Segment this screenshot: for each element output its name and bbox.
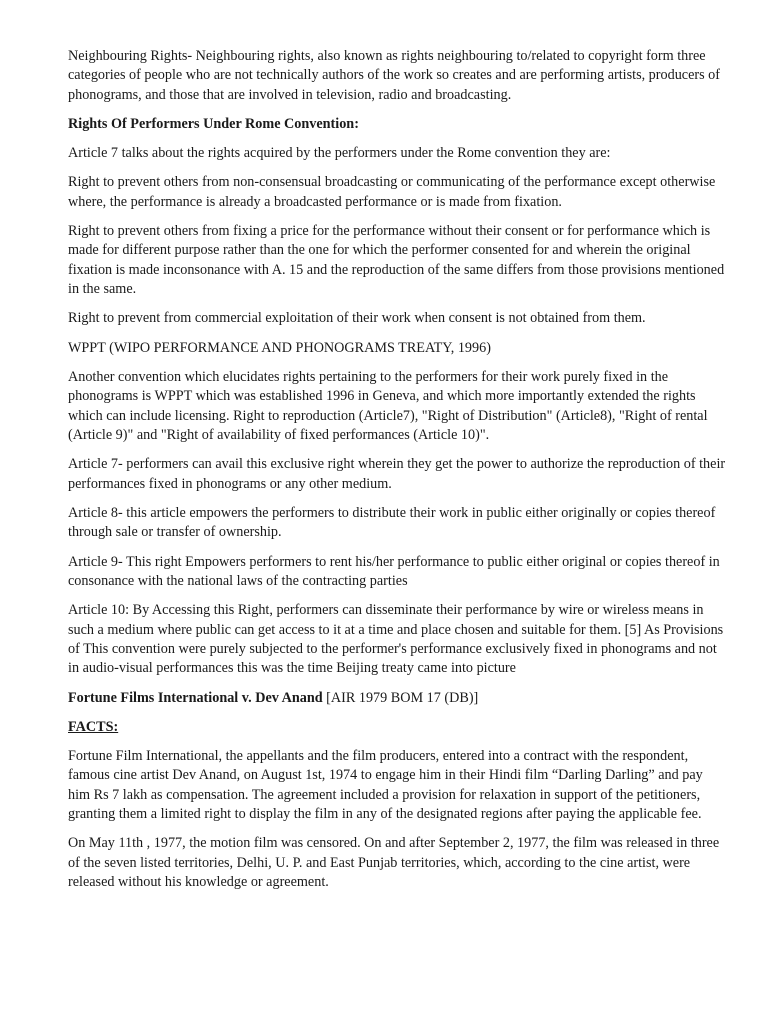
paragraph-wppt-intro: Another convention which elucidates rights pertaining to the performers for their work purely fixed in the phonograms is WPPT which was established 1996 in Geneva, and which more importantly extended the rights which can include licensing. Right to reproduction (Article7), "Right of Distribution" (Article8), "Right of rental (Article 9)" and "Right of availability of fixed performances (Article 10)". xyxy=(68,368,708,444)
case-title: Fortune Films International v. Dev Anand xyxy=(68,689,323,706)
paragraph-facts-2: On May 11th , 1977, the motion film was censored. On and after September 2, 1977, the film was released in three of the seven listed territories, Delhi, U. P. and East Punjab territories, which, according to the cine artist, were released without his knowledge or agreement. xyxy=(68,835,720,891)
case-citation: [AIR 1979 BOM 17 (DB)] xyxy=(322,689,479,706)
paragraph-article7-intro: Article 7 talks about the rights acquired by the performers under the Rome convention they are: xyxy=(68,145,611,162)
paragraph-article-10: Article 10: By Accessing this Right, performers can disseminate their performance by wire or wireless means in such a medium where public can get access to it at a time and place chosen and suitable for them. [5] As Provisions of This convention were purely subjected to the performer's performance exclusively fixed in phonograms and not in audio-visual performances this was the time Beijing treaty came into picture xyxy=(68,602,724,677)
paragraph-article-9: Article 9- This right Empowers performers to rent his/her performance to public either original or copies thereof in consonance with the national laws of the contracting parties xyxy=(68,553,720,589)
heading-facts: FACTS: xyxy=(68,718,119,735)
paragraph-right-fixing: Right to prevent others from fixing a price for the performance without their consent or for performance which is made for different purpose rather than the one for which the performer consented for and wherein the original fixation is made inconsonance with A. 15 and the reproduction of the same differs from those provisions mentioned in the same. xyxy=(68,223,725,298)
case-heading xyxy=(68,689,728,708)
paragraph-article-8: Article 8- this article empowers the performers to distribute their work in public either originally or copies thereof through sale or transfer of ownership. xyxy=(68,504,716,541)
document-page xyxy=(68,47,728,902)
heading-wppt: WPPT (WIPO PERFORMANCE AND PHONOGRAMS TREATY, 1996) xyxy=(68,339,491,356)
paragraph-neighbouring-rights: Neighbouring Rights- Neighbouring rights, also known as rights neighbouring to/related to copyright form three categories of people who are not technically authors of the work so creates and are performing artists, producers of phonograms, and those that are involved in television, radio and broadcasting. xyxy=(68,48,720,103)
paragraph-right-broadcast: Right to prevent others from non-consensual broadcasting or communicating of the performance except otherwise where, the performance is already a broadcasted performance or is made from fixation. xyxy=(68,174,716,210)
paragraph-right-commercial: Right to prevent from commercial exploitation of their work when consent is not obtained from them. xyxy=(68,310,646,327)
paragraph-article-7: Article 7- performers can avail this exclusive right wherein they get the power to authorize the reproduction of their performances fixed in phonograms or any other medium. xyxy=(68,456,726,492)
paragraph-facts-1: Fortune Film International, the appellants and the film producers, entered into a contract with the respondent, famous cine artist Dev Anand, on August 1st, 1974 to engage him in their Hindi film “Darling Darling” and pay him Rs 7 lakh as compensation. The agreement included a provision for relaxation in support of the petitioners, granting them a limited right to display the film in any of the designated regions after paying the applicable fee. xyxy=(68,747,703,823)
heading-rome-convention: Rights Of Performers Under Rome Convention: xyxy=(68,116,359,133)
